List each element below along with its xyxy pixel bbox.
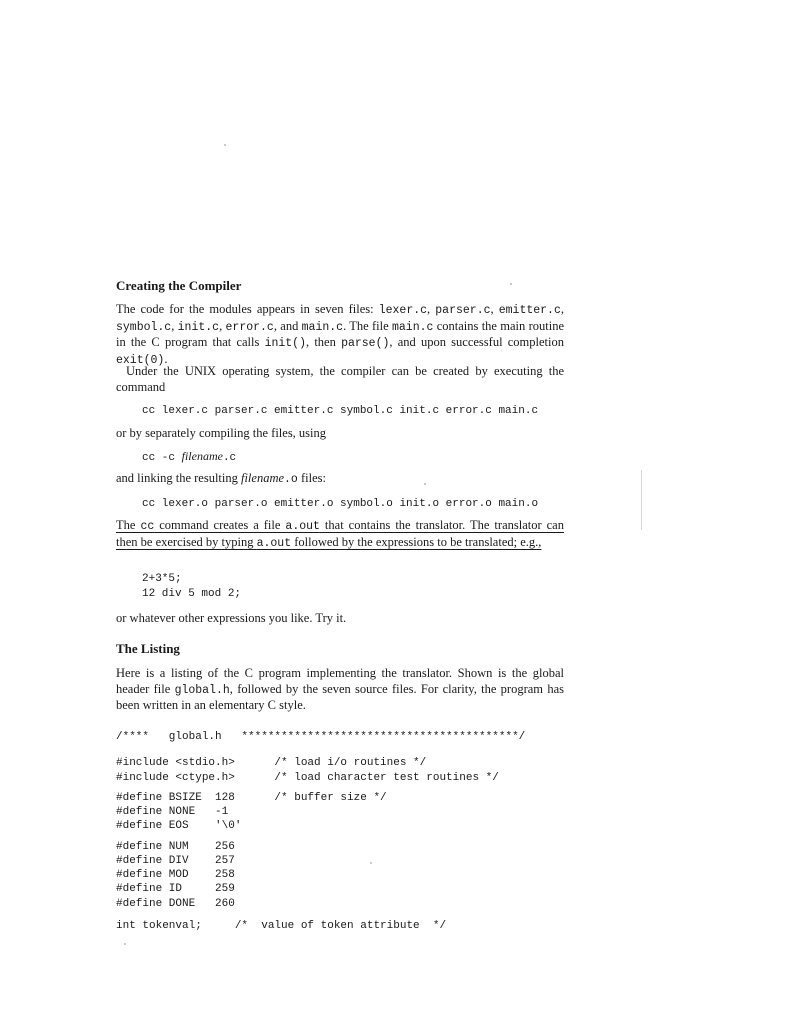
code-define-none: #define NONE -1 bbox=[116, 806, 229, 818]
paragraph-separately: or by separately compiling the files, using bbox=[116, 426, 327, 440]
code-define-eos: #define EOS '\0' bbox=[116, 820, 242, 832]
code-define-mod: #define MOD 258 bbox=[116, 869, 235, 881]
code-define-bsize: #define BSIZE 128 /* buffer size */ bbox=[116, 792, 387, 804]
scan-edge-line bbox=[641, 470, 642, 530]
command-compile-one: cc -c filename.c bbox=[142, 449, 237, 464]
code-define-div: #define DIV 257 bbox=[116, 855, 235, 867]
scan-speck bbox=[510, 283, 512, 285]
code-include-ctype: #include <ctype.h> /* load character test routines */ bbox=[116, 772, 499, 784]
command-compile-all: cc lexer.c parser.c emitter.c symbol.c init.c error.c main.c bbox=[142, 405, 539, 417]
paragraph-listing: Here is a listing of the C program implementing the translator. Shown is the global header file global.h, followed by the seven source files. For clarity, the program has been written in an elementary C style. bbox=[116, 666, 564, 712]
paragraph-translator: The cc command creates a file a.out that contains the translator. The translator can then be exercised by typing a.out followed by the expressions to be translated; e.g., bbox=[116, 518, 564, 550]
section-heading-listing: The Listing bbox=[116, 641, 180, 656]
paragraph-unix: Under the UNIX operating system, the compiler can be created by executing the command bbox=[116, 364, 564, 394]
code-file-header: /**** global.h ******************************************/ bbox=[116, 731, 526, 743]
code-tokenval-declaration: int tokenval; /* value of token attribute */ bbox=[116, 920, 447, 932]
scan-speck bbox=[370, 862, 372, 864]
code-define-num: #define NUM 256 bbox=[116, 841, 235, 853]
command-link: cc lexer.o parser.o emitter.o symbol.o init.o error.o main.o bbox=[142, 498, 539, 510]
code-include-stdio: #include <stdio.h> /* load i/o routines */ bbox=[116, 757, 427, 769]
scan-speck bbox=[124, 943, 126, 945]
example-expression-1: 2+3*5; bbox=[142, 573, 182, 585]
paragraph-modules: The code for the modules appears in seven files: lexer.c, parser.c, emitter.c, symbol.c, init.c, error.c, and main.c. The file main.c contains the main routine in the C program that calls init(), then parse(), and upon successful completion exit(0). bbox=[116, 302, 564, 367]
code-define-id: #define ID 259 bbox=[116, 883, 235, 895]
paragraph-try-it: or whatever other expressions you like. Try it. bbox=[116, 611, 347, 625]
code-define-done: #define DONE 260 bbox=[116, 898, 235, 910]
example-expression-2: 12 div 5 mod 2; bbox=[142, 588, 242, 600]
paragraph-linking: and linking the resulting filename.o files: bbox=[116, 471, 326, 486]
section-heading-creating-compiler: Creating the Compiler bbox=[116, 278, 242, 293]
scan-speck bbox=[224, 144, 226, 146]
scan-speck bbox=[424, 483, 426, 485]
